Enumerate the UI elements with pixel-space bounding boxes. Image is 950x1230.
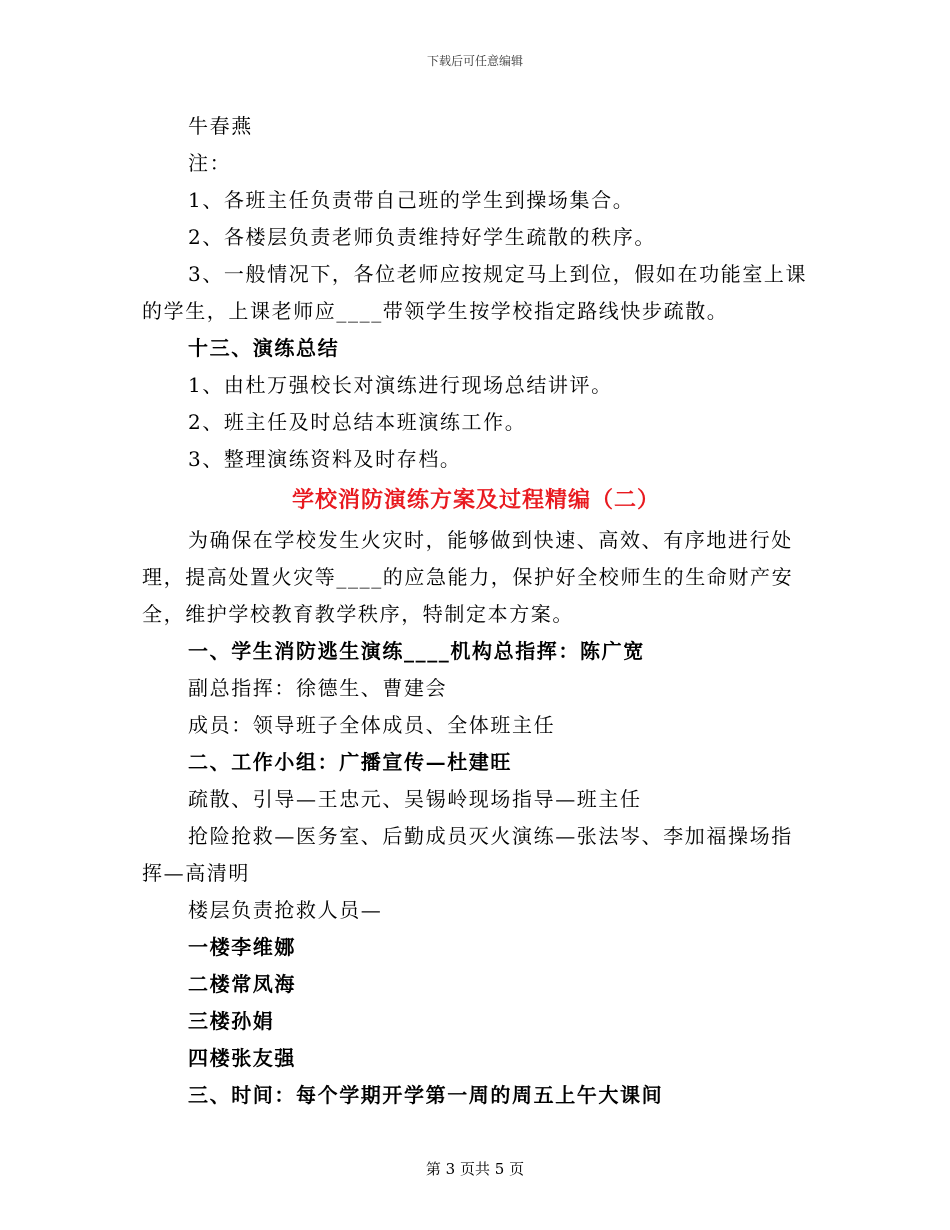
text-line: 的学生，上课老师应____带领学生按学校指定路线快步疏散。 xyxy=(142,299,729,323)
text-line: 1、各班主任负责带自己班的学生到操场集合。 xyxy=(188,188,635,212)
floor-item: 一楼李维娜 xyxy=(188,935,296,959)
text-line: 注： xyxy=(188,151,232,175)
text-line: 楼层负责抢救人员— xyxy=(188,898,383,922)
section-heading: 一、学生消防逃生演练____机构总指挥：陈广宽 xyxy=(188,639,645,663)
text-line: 2、各楼层负责老师负责维持好学生疏散的秩序。 xyxy=(188,225,656,249)
text-line: 全，维护学校教育教学秩序，特制定本方案。 xyxy=(142,602,574,626)
document-body xyxy=(142,108,810,1114)
text-line: 2、班主任及时总结本班演练工作。 xyxy=(188,410,527,434)
floor-item: 二楼常凤海 xyxy=(188,972,296,996)
floor-item: 三楼孙娟 xyxy=(188,1009,275,1033)
document-title: 学校消防演练方案及过程精编（二） xyxy=(291,487,660,513)
text-line: 牛春燕 xyxy=(188,114,253,138)
floor-item: 四楼张友强 xyxy=(188,1046,296,1070)
page-header: 下载后可任意编辑 xyxy=(426,54,523,68)
text-line: 成员：领导班子全体成员、全体班主任 xyxy=(188,713,556,737)
section-heading: 十三、演练总结 xyxy=(188,336,340,360)
text-line: 挥—高清明 xyxy=(142,861,250,885)
text-line: 副总指挥：徐德生、曹建会 xyxy=(188,676,448,700)
text-line: 抢险抢救—医务室、后勤成员灭火演练—张法岑、李加福操场指 xyxy=(188,824,793,848)
section-heading: 三、时间：每个学期开学第一周的周五上午大课间 xyxy=(188,1083,664,1107)
text-line: 理，提高处置火灾等____的应急能力，保护好全校师生的生命财产安 xyxy=(142,565,794,589)
section-heading: 二、工作小组：广播宣传—杜建旺 xyxy=(188,750,512,774)
text-line: 3、一般情况下，各位老师应按规定马上到位，假如在功能室上课 xyxy=(188,262,808,286)
text-line: 疏散、引导—王忠元、吴锡岭现场指导—班主任 xyxy=(188,787,642,811)
page-footer: 第 3 页共 5 页 xyxy=(425,1160,525,1178)
text-line: 为确保在学校发生火灾时，能够做到快速、高效、有序地进行处 xyxy=(188,528,793,552)
text-line: 3、整理演练资料及时存档。 xyxy=(188,447,462,471)
text-line: 1、由杜万强校长对演练进行现场总结讲评。 xyxy=(188,373,613,397)
